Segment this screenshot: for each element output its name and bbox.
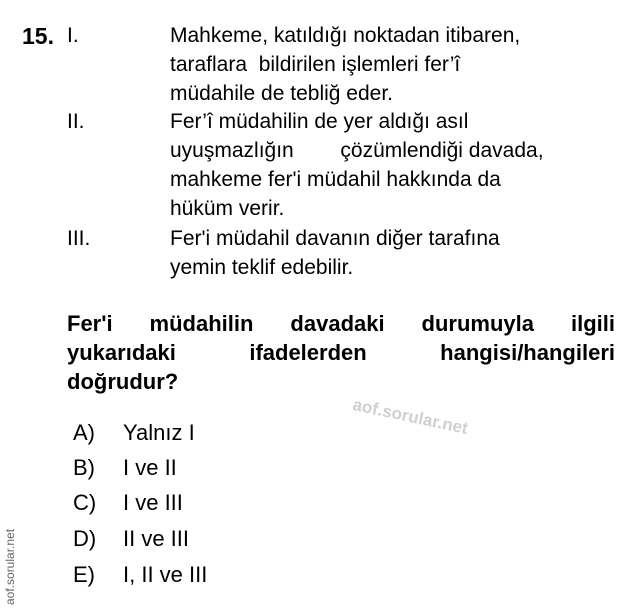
option-c-text: I ve III bbox=[123, 490, 183, 515]
option-d-letter: D) bbox=[73, 526, 97, 551]
question-line-1: Fer'i müdahilin davadaki durumuyla ilgili bbox=[67, 311, 615, 336]
statement-1-line-1: Mahkeme, katıldığı noktadan itibaren, bbox=[170, 24, 521, 47]
statement-3-numeral: III. bbox=[67, 227, 91, 250]
option-d-text: II ve III bbox=[123, 526, 190, 551]
question-line-2: yukarıdaki ifadelerden hangisi/hangileri bbox=[67, 340, 615, 365]
statement-2-numeral: II. bbox=[67, 110, 85, 133]
option-e-letter: E) bbox=[73, 562, 95, 587]
side-watermark: aof.sorular.net bbox=[3, 528, 17, 605]
option-a-text: Yalnız I bbox=[123, 420, 195, 445]
statement-3-line-1: Fer'i müdahil davanın diğer tarafına bbox=[170, 227, 500, 250]
question-line-3: doğrudur? bbox=[67, 369, 179, 394]
statement-3-line-2: yemin teklif edebilir. bbox=[170, 256, 354, 279]
statement-2-line-2: uyuşmazlığın çözümlendiği davada, bbox=[170, 139, 544, 162]
statement-1-numeral: I. bbox=[67, 24, 79, 47]
option-b-letter: B) bbox=[73, 455, 95, 480]
statement-2-line-4: hüküm verir. bbox=[170, 197, 285, 220]
question-number: 15. bbox=[22, 23, 54, 49]
statement-2-line-3: mahkeme fer'i müdahil hakkında da bbox=[170, 168, 501, 191]
option-c-letter: C) bbox=[73, 490, 97, 515]
statement-2-line-1: Fer’î müdahilin de yer aldığı asıl bbox=[170, 110, 469, 133]
statement-3 bbox=[170, 224, 620, 282]
statement-1-line-2: taraflara bildirilen işlemleri fer’î bbox=[170, 53, 461, 76]
statement-2 bbox=[170, 107, 620, 223]
option-b-text: I ve II bbox=[123, 455, 177, 480]
statement-1 bbox=[170, 21, 620, 108]
question-stem bbox=[67, 309, 615, 396]
option-e-text: I, II ve III bbox=[123, 562, 208, 587]
statement-1-line-3: müdahile de tebliğ eder. bbox=[170, 82, 393, 105]
option-a-letter: A) bbox=[73, 420, 95, 445]
watermark: aof.sorular.net bbox=[351, 395, 470, 438]
